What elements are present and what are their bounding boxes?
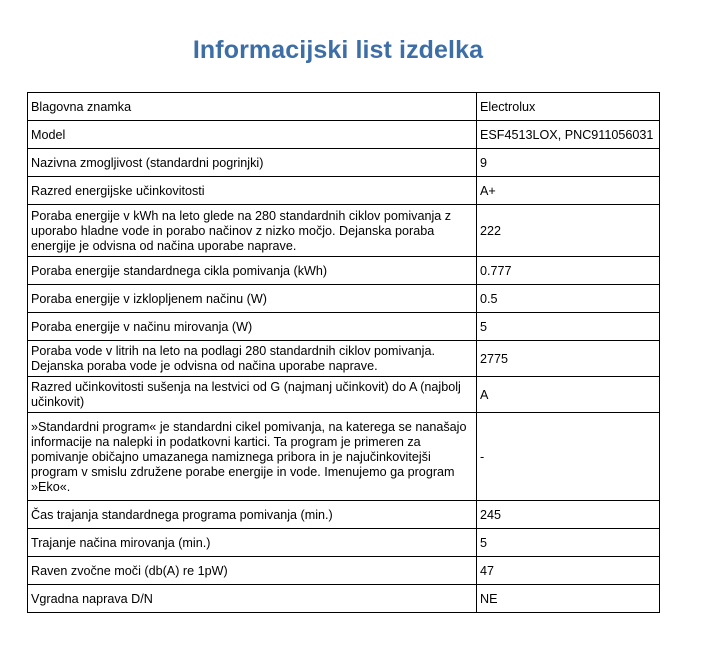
table-row-built-in (28, 585, 660, 613)
row-value-brand: Electrolux (477, 93, 660, 121)
row-label-annual-energy: Poraba energije v kWh na leto glede na 280 standardnih ciklov pomivanja z uporabo hladne vode in porabo načinov z nizko močjo. Dejanska poraba energije je odvisna od načina uporabe naprave. (28, 205, 477, 257)
table-row-left-on-duration (28, 529, 660, 557)
table-row-water-consumption (28, 341, 660, 377)
page-title: Informacijski list izdelka (192, 36, 484, 64)
row-label-left-on-mode: Poraba energije v načinu mirovanja (W) (28, 313, 477, 341)
table-row-brand (28, 93, 660, 121)
row-value-off-mode: 0.5 (477, 285, 660, 313)
row-label-off-mode: Poraba energije v izklopljenem načinu (W) (28, 285, 477, 313)
row-label-cycle-energy: Poraba energije standardnega cikla pomivanja (kWh) (28, 257, 477, 285)
table-row-program-duration (28, 501, 660, 529)
row-label-energy-class: Razred energijske učinkovitosti (28, 177, 477, 205)
table-row-off-mode (28, 285, 660, 313)
row-label-water-consumption: Poraba vode v litrih na leto na podlagi 280 standardnih ciklov pomivanja. Dejanska poraba vode je odvisna od načina uporabe naprave. (28, 341, 477, 377)
table-row-model (28, 121, 660, 149)
row-value-built-in: NE (477, 585, 660, 613)
row-value-standard-program: - (477, 413, 660, 501)
row-label-built-in: Vgradna naprava D/N (28, 585, 477, 613)
row-value-left-on-duration: 5 (477, 529, 660, 557)
row-label-program-duration: Čas trajanja standardnega programa pomivanja (min.) (28, 501, 477, 529)
table-row-annual-energy (28, 205, 660, 257)
table-row-standard-program (28, 413, 660, 501)
row-value-capacity: 9 (477, 149, 660, 177)
row-value-drying-class: A (477, 377, 660, 413)
table-row-cycle-energy (28, 257, 660, 285)
table-row-noise-level (28, 557, 660, 585)
row-label-standard-program: »Standardni program« je standardni cikel pomivanja, na katerega se nanašajo informacije na nalepki in podatkovni kartici. Ta program je primeren za pomivanje običajno umazanega namiznega pribora in je najučinkovitejši program v smislu združene porabe energije in vode. Imenujemo ga program »Eko«. (28, 413, 477, 501)
row-label-left-on-duration: Trajanje načina mirovanja (min.) (28, 529, 477, 557)
row-value-model: ESF4513LOX, PNC911056031 (477, 121, 660, 149)
row-value-cycle-energy: 0.777 (477, 257, 660, 285)
row-value-noise-level: 47 (477, 557, 660, 585)
row-label-noise-level: Raven zvočne moči (db(A) re 1pW) (28, 557, 477, 585)
row-label-model: Model (28, 121, 477, 149)
row-label-brand: Blagovna znamka (28, 93, 477, 121)
table-row-capacity (28, 149, 660, 177)
row-label-drying-class: Razred učinkovitosti sušenja na lestvici od G (najmanj učinkovit) do A (najbolj učinkovit) (28, 377, 477, 413)
row-value-left-on-mode: 5 (477, 313, 660, 341)
table-row-drying-class (28, 377, 660, 413)
row-value-annual-energy: 222 (477, 205, 660, 257)
table-row-energy-class (28, 177, 660, 205)
row-value-energy-class: A+ (477, 177, 660, 205)
row-value-program-duration: 245 (477, 501, 660, 529)
table-row-left-on-mode (28, 313, 660, 341)
row-value-water-consumption: 2775 (477, 341, 660, 377)
product-info-table (27, 92, 660, 613)
row-label-capacity: Nazivna zmogljivost (standardni pogrinjki) (28, 149, 477, 177)
